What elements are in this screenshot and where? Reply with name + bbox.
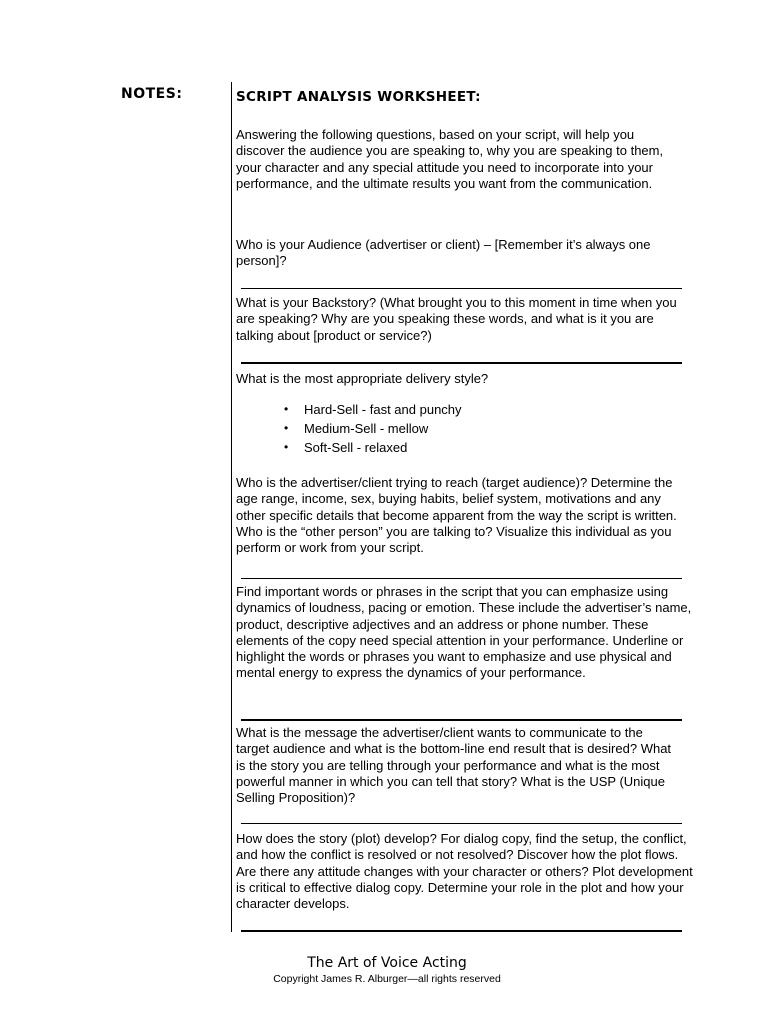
- notes-label: NOTES:: [121, 86, 183, 102]
- margin-divider: [231, 82, 232, 932]
- delivery-style-list: [284, 400, 462, 457]
- list-item: • Hard-Sell - fast and punchy: [284, 402, 462, 417]
- bullet-icon: •: [284, 440, 289, 454]
- bullet-icon: •: [284, 421, 289, 435]
- intro-paragraph: Answering the following questions, based on your script, will help you discover the audience you are speaking to, why you are speaking to them, your character and any special attitude you need to incorporate into your performance, and the ultimate results you want from the communication.: [236, 127, 664, 191]
- question-message: What is the message the advertiser/client wants to communicate to the target audience and what is the bottom-line end result that is desired? What is the story you are telling through your performance and what is the most powerful manner in which you can tell that story? What is the USP (Unique Selling Proposition)?: [236, 725, 672, 806]
- worksheet-title: SCRIPT ANALYSIS WORKSHEET:: [236, 89, 481, 105]
- footer-copyright: Copyright James R. Alburger—all rights reserved: [273, 973, 501, 985]
- list-item: • Medium-Sell - mellow: [284, 421, 429, 436]
- answer-line: [241, 719, 682, 721]
- answer-line: [241, 578, 682, 579]
- answer-line: [241, 362, 682, 364]
- question-target-audience: Who is the advertiser/client trying to reach (target audience)? Determine the age range, income, sex, buying habits, belief system, motivations and any other specific details that become apparent from the way the script is written. Who is the “other person” you are talking to? Visualize this individual as you perform or work from your script.: [236, 475, 677, 556]
- question-plot: How does the story (plot) develop? For dialog copy, find the setup, the conflict, and how the conflict is resolved or not resolved? Discover how the plot flows. Are there any attitude changes with your character or others? Plot development is critical to effective dialog copy. Determine your role in the plot and how your character develops.: [236, 831, 693, 912]
- bullet-icon: •: [284, 402, 289, 416]
- question-backstory: What is your Backstory? (What brought you to this moment in time when you are speaking? Why are you speaking these words, and what is it you are talking about [product or service?): [236, 295, 677, 343]
- list-item: • Soft-Sell - relaxed: [284, 440, 408, 455]
- answer-line: [241, 930, 682, 932]
- question-audience: Who is your Audience (advertiser or client) – [Remember it’s always one person]?: [236, 237, 651, 269]
- question-important-words: Find important words or phrases in the script that you can emphasize using dynamics of loudness, pacing or emotion. These include the advertiser’s name, product, descriptive adjectives and an address or phone number. These elements of the copy need special attention in your performance. Underline or highlight the words or phrases you want to emphasize and use physical and mental energy to express the dynamics of your performance.: [236, 584, 692, 681]
- answer-line: [241, 288, 682, 289]
- footer-book-title: The Art of Voice Acting: [307, 955, 467, 971]
- question-delivery-style: What is the most appropriate delivery style?: [236, 371, 489, 386]
- answer-line: [241, 823, 682, 824]
